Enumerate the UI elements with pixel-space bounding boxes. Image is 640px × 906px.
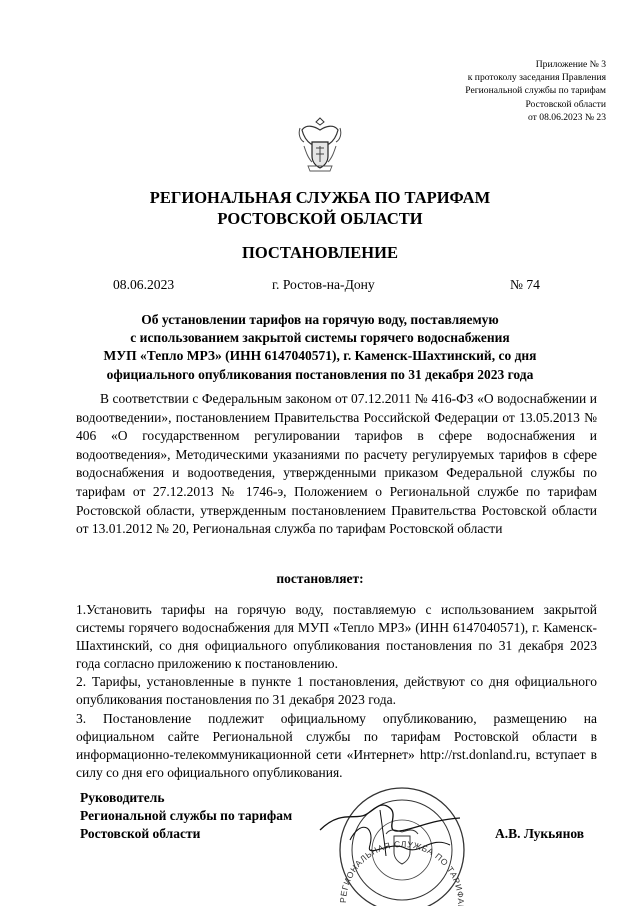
document-subject <box>60 311 580 384</box>
appendix-line: Региональной службы по тарифам <box>465 85 606 97</box>
preamble-text: В соответствии с Федеральным законом от 07.12.2011 № 416-ФЗ «О водоснабжении и водоотведении», постановлением Правительства Российской Федерации от 13.05.2013 № 406 «О государственном регулировании тарифов в сфере водоснабжения и водоотведения», Методическими указаниями по расчету регулируемых тарифов в сфере водоснабжения и водоотведения, утвержденными приказом Федеральной службы по тарифам от 27.12.2013 № 1746-э, Положением о Региональной службе по тарифам Ростовской области, утвержденным постановлением Правительства Ростовской области от 13.01.2012 № 20, Региональная служба по тарифам Ростовской области <box>76 391 597 537</box>
signer-region: Ростовской области <box>80 826 201 842</box>
subject-line: МУП «Тепло МРЗ» (ИНН 6147040571), г. Каменск-Шахтинский, со дня <box>103 348 537 364</box>
signer-agency: Региональной службы по тарифам <box>80 808 293 824</box>
preamble <box>76 390 597 539</box>
decree-item-text: 3. Постановление подлежит официальному опубликованию, размещению на официальном сайте Региональной службы по тарифам Ростовской области в информационно-телекоммуникационной сети «Интернет» http://rst.donland.ru, вступает в силу со дня его официального опубликования. <box>76 710 597 780</box>
appendix-line: Приложение № 3 <box>535 59 606 70</box>
agency-title-region: РОСТОВСКОЙ ОБЛАСТИ <box>217 209 423 228</box>
appendix-line: от 08.06.2023 № 23 <box>528 111 606 123</box>
coat-of-arms-icon <box>296 116 344 174</box>
decree-item <box>76 673 597 709</box>
decree-items <box>76 601 597 782</box>
appendix-note <box>386 58 606 124</box>
decree-item-text: 2. Тарифы, установленные в пункте 1 постановления, действуют со дня официального опубликования постановления по 31 декабря 2023 года. <box>76 674 597 708</box>
document-type: ПОСТАНОВЛЕНИЕ <box>242 243 398 262</box>
subject-line: Об установлении тарифов на горячую воду, поставляемую <box>141 312 499 327</box>
decree-item-text: 1.Установить тарифы на горячую воду, поставляемую с использованием закрытой системы горячего водоснабжения для МУП «Тепло МРЗ» (ИНН 6147040571), г. Каменск-Шахтинский, со дня официального опубликования постановления по 31 декабря 2023 года согласно приложению к постановлению. <box>76 602 597 672</box>
document-number: № 74 <box>510 277 540 292</box>
decree-item <box>76 710 597 782</box>
decree-word: постановляет: <box>276 571 364 586</box>
decree-item <box>76 601 597 673</box>
document-date: 08.06.2023 <box>113 277 175 292</box>
agency-title: РЕГИОНАЛЬНАЯ СЛУЖБА ПО ТАРИФАМ <box>149 188 491 207</box>
document-city: г. Ростов-на-Дону <box>272 277 375 292</box>
subject-line: с использованием закрытой системы горячего водоснабжения <box>130 330 510 346</box>
appendix-line: Ростовской области <box>525 98 606 110</box>
handwritten-signature <box>310 790 480 880</box>
subject-line: официального опубликования постановления по 31 декабря 2023 года <box>106 366 534 382</box>
signer-position: Руководитель <box>80 790 165 805</box>
signature-block <box>80 789 292 844</box>
signer-name: А.В. Лукьянов <box>495 826 585 841</box>
appendix-line: к протоколу заседания Правления <box>467 72 606 84</box>
stamp-ring-text: РЕГИОНАЛЬНАЯ СЛУЖБА ПО ТАРИФА <box>337 838 467 905</box>
